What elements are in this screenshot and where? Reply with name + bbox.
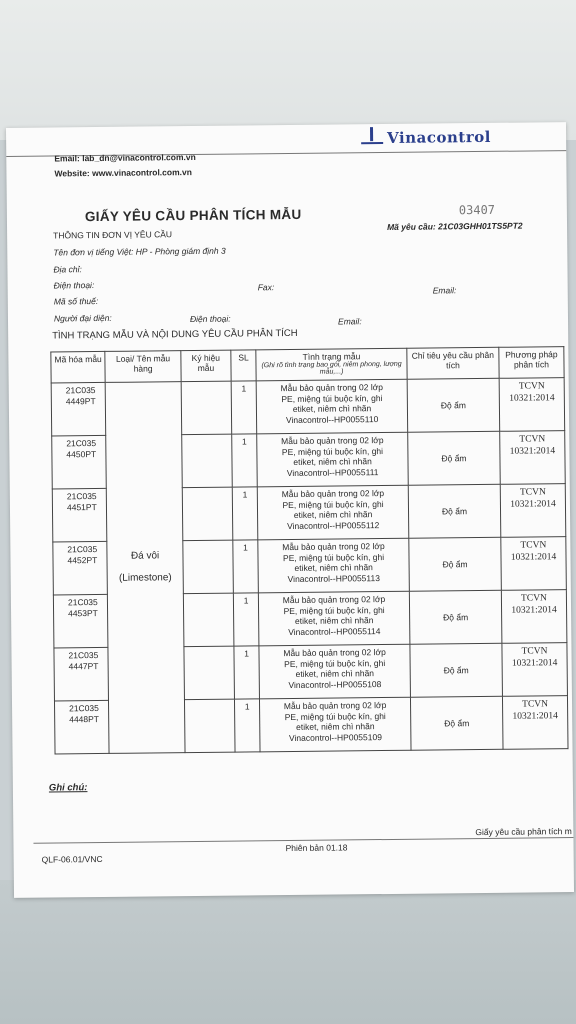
cell-text: 4452PT [67,555,98,566]
cell-text: 1 [241,383,247,394]
header-indicator: Chỉ tiêu yêu cầu phân tích [407,347,499,379]
cell-text: Vinacontrol--HP0055110 [285,413,379,425]
cell-text: 21C035 [69,703,99,714]
cell-text: Độ ẩm [442,559,468,570]
cell-text: 1 [243,595,249,606]
cell-text: etiket, niêm chì nhãn [295,668,375,679]
header-code: Mã hóa mẫu [51,351,106,383]
cell-text: Mẫu bảo quản trong 02 lớp [283,647,386,659]
cell-text: Vinacontrol--HP0055114 [288,625,381,637]
cell-symbol [181,381,232,435]
cell-text: Mẫu bảo quản trong 02 lớp [282,594,386,606]
request-code: Mã yêu cầu: 21C03GHH01TS5PT2 [386,220,523,232]
cell-qty [233,593,259,646]
cell-text: Độ ẩm [440,400,466,411]
header-condition-label: Tình trạng mẫu [302,351,361,362]
cell-text: TCVN [520,540,547,551]
cell-text: 10321:2014 [509,446,556,457]
cell-ind [407,378,500,432]
cell-qty [235,699,261,752]
cell-text: Mẫu bảo quản trong 02 lớp [281,435,384,447]
tax-label: Mã số thuế: [53,295,99,307]
cell-text: 4450PT [66,449,97,460]
cell-symbol [183,593,234,647]
address-label: Địa chỉ: [53,264,82,275]
background-top [0,0,576,140]
cell-meth [499,378,564,432]
cell-text: 10321:2014 [509,393,555,404]
cell-text: Độ ẩm [444,718,470,729]
footer-version: Phiên bản 01.18 [285,842,348,854]
cell-text: TCVN [522,699,549,710]
cell-text: 4453PT [68,608,98,619]
cell-text: 4451PT [66,502,97,513]
cell-symbol [184,699,235,753]
cell-text: TCVN [518,381,545,392]
cell-text: 4447PT [68,661,99,672]
cell-meth [500,484,565,538]
document-title: GIẤY YÊU CẦU PHÂN TÍCH MẪU [84,206,302,225]
cell-text: PE, miệng túi buộc kín, ghi [281,392,383,404]
unit-heading: THÔNG TIN ĐƠN VỊ YÊU CẦU [53,229,173,241]
cell-text: PE, miệng túi buộc kín, ghi [282,551,385,563]
cell-text: etiket, niêm chì nhãn [292,403,372,414]
cell-symbol [182,487,233,541]
cell-cond [257,485,408,540]
cell-text: Độ ẩm [441,506,468,517]
section-heading: TÌNH TRẠNG MẪU VÀ NỘI DUNG YÊU CẦU PHÂN TÍCH [52,327,298,342]
cell-text: PE, miệng túi buộc kín, ghi [284,710,386,722]
header-condition-note: (Ghi rõ tình trạng bao gói, niêm phong, lượng mẫu,...) [261,360,402,376]
unit-name: Tên đơn vị tiếng Việt: HP - Phòng giám định 3 [53,245,226,258]
cell-text: 10321:2014 [511,658,558,669]
cell-text: 21C035 [66,491,97,502]
cell-code [51,382,106,436]
cell-cond [256,379,407,434]
cell-ind [408,431,501,485]
cell-symbol [184,646,235,700]
table-row [51,378,565,436]
header-qty: SL [231,350,256,381]
cell-qty [232,434,258,487]
cell-meth [501,537,566,591]
rep-phone-label: Điện thoại: [189,313,231,325]
cell-text: Mẫu bảo quản trong 02 lớp [282,541,385,553]
header-email: Email: lab_dn@vinacontrol.com.vn [54,151,196,164]
cell-meth [501,590,566,644]
fax-label: Fax: [257,282,275,293]
table-body [51,378,568,754]
header-website: Website: www.vinacontrol.com.vn [54,167,192,179]
cell-qty [234,646,260,699]
cell-text: 10321:2014 [510,552,557,563]
header-method: Phương pháp phân tích [499,347,564,379]
cell-text: etiket, niêm chì nhãn [293,509,373,520]
cell-qty [233,540,259,593]
rep-email-label: Email: [337,316,362,327]
cell-text: 10321:2014 [511,605,557,616]
header-type: Loại/ Tên mẫu hàng [105,351,181,383]
notes-label: Ghi chú: [48,782,88,794]
cell-text: Vinacontrol--HP0055113 [287,572,380,584]
cell-text: TCVN [519,434,546,445]
cell-text: 21C035 [65,385,96,396]
cell-text: 21C035 [67,544,98,555]
cell-text: etiket, niêm chì nhãn [294,615,374,626]
cell-symbol [183,540,234,594]
cell-text: PE, miệng túi buộc kín, ghi [284,657,386,669]
cell-text: 21C035 [67,597,98,608]
cell-ind [408,484,501,538]
cell-text: Vinacontrol--HP0055108 [288,678,382,690]
cell-ind [410,643,503,697]
cell-text: Độ ẩm [443,612,469,623]
cell-text: Vinacontrol--HP0055112 [287,519,380,531]
cell-text: 10321:2014 [510,499,556,510]
sample-type-text: Đá vôi [130,550,160,562]
cell-code [54,647,109,701]
cell-text: PE, miệng túi buộc kín, ghi [283,604,385,616]
brand-logo [361,127,491,147]
cell-text: 21C035 [68,650,99,661]
cell-text: TCVN [520,593,547,604]
cell-text: etiket, niêm chì nhãn [293,456,372,467]
cell-cond [259,644,410,699]
cell-text: 21C035 [66,438,97,449]
cell-cond [260,697,411,752]
cell-text: TCVN [519,487,546,498]
cell-text: Mẫu bảo quản trong 02 lớp [281,488,385,500]
cell-meth [500,431,565,485]
cell-meth [502,643,567,697]
cell-meth [503,696,568,750]
cell-text: Độ ẩm [441,453,467,464]
sample-type-text: (Limestone) [118,572,172,584]
phone-label: Điện thoại: [53,280,95,291]
cell-text: 1 [241,436,247,447]
cell-text: Vinacontrol--HP0055111 [286,466,379,478]
email-label: Email: [432,285,457,296]
rep-label: Người đại diện: [53,312,112,324]
cell-code [53,541,108,595]
cell-symbol [182,434,233,488]
cell-text: 1 [242,489,248,500]
footer-form-code: QLF-06.01/VNC [41,853,103,865]
cell-code [53,594,108,648]
brand-name: Vinacontrol [387,127,491,147]
footer-doc-name: Giấy yêu cầu phân tích m [475,826,572,838]
cell-code [52,488,107,542]
cell-text: 1 [244,701,250,712]
cell-text: Mẫu bảo quản trong 02 lớp [283,700,387,712]
cell-qty [231,381,257,434]
cell-text: Vinacontrol--HP0055109 [288,731,382,743]
cell-code [52,435,107,489]
cell-text: Mẫu bảo quản trong 02 lớp [280,382,384,394]
cell-code [54,700,109,754]
cell-cond [258,538,409,593]
cell-qty [232,487,258,540]
cell-text: 10321:2014 [512,711,558,722]
cell-cond [257,432,408,487]
handwritten-code: 03407 [458,202,496,218]
cell-text: etiket, niêm chì nhãn [294,562,373,573]
cell-text: 1 [244,648,250,659]
cell-ind [409,590,502,644]
cell-text: 1 [243,542,248,553]
cell-text: PE, miệng túi buộc kín, ghi [282,498,384,510]
cell-text: TCVN [521,646,548,657]
header-condition [256,348,407,381]
cell-text: Độ ẩm [443,665,469,676]
document-page [6,122,574,898]
cell-text: PE, miệng túi buộc kín, ghi [281,445,384,457]
header-symbol: Ký hiệu mẫu [181,350,232,382]
cell-sample-type [106,382,185,754]
cell-ind [409,537,502,591]
cell-text: 4449PT [65,396,96,407]
cell-cond [259,591,410,646]
cell-text: etiket, niêm chì nhãn [296,721,375,732]
cell-text: 4448PT [69,714,100,725]
background-bottom [0,880,576,1024]
sample-table [50,346,568,754]
cell-ind [410,696,503,750]
scale-icon [361,129,383,144]
